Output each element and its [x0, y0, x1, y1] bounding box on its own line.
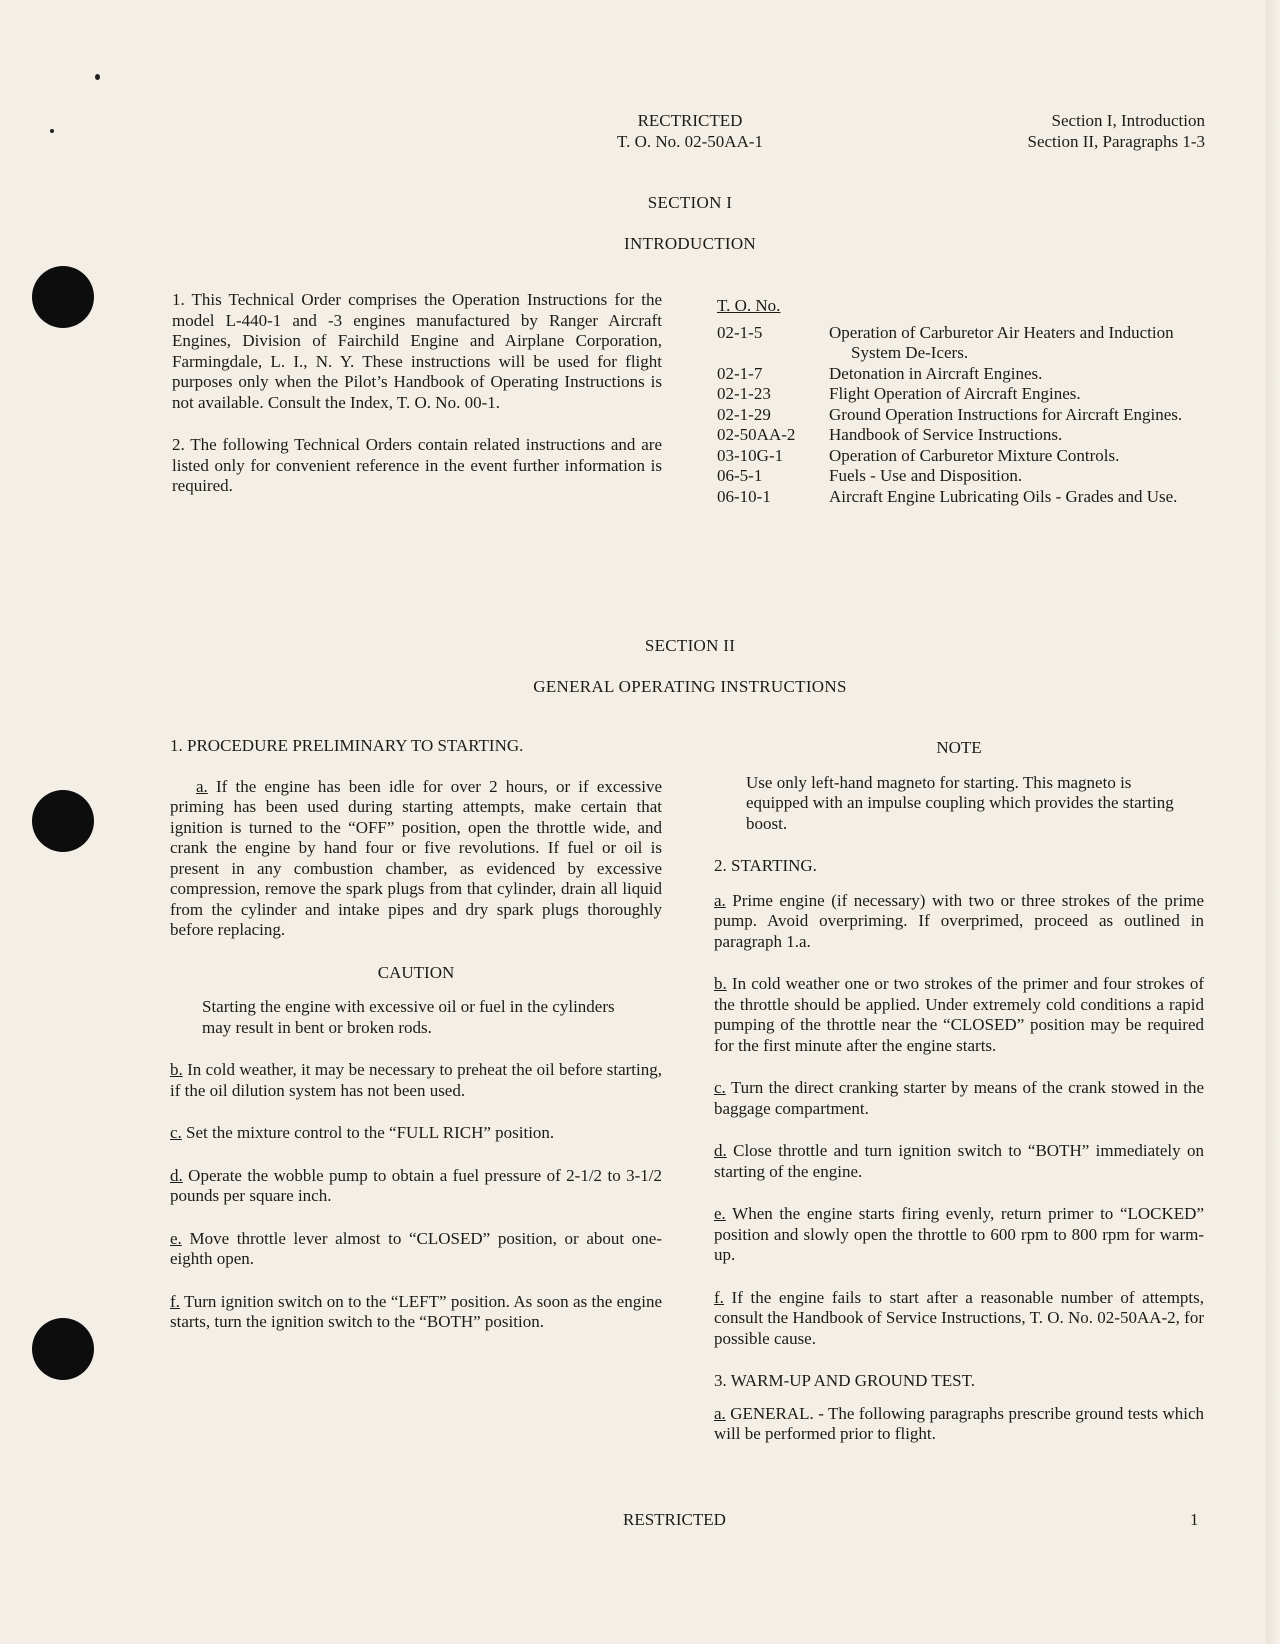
para2d: d. Close throttle and turn ignition switch to “BOTH” immediately on starting of the engine.: [714, 1141, 1204, 1181]
para1-heading: 1. PROCEDURE PRELIMINARY TO STARTING.: [170, 736, 524, 755]
para1f: f. Turn ignition switch on to the “LEFT” position. As soon as the engine starts, turn the ignition switch to the “BOTH” position.: [170, 1291, 662, 1331]
section1-title: SECTION I: [647, 193, 733, 212]
para2e: e. When the engine starts firing evenly, return primer to “LOCKED” position and slowly open the throttle to 600 rpm to 800 rpm for warm-up.: [714, 1204, 1204, 1264]
to-row: 02-1-23 Flight Operation of Aircraft Engines.: [717, 384, 1081, 403]
para2c: c. Turn the direct cranking starter by means of the crank stowed in the baggage compartment.: [714, 1078, 1204, 1118]
section1-subtitle: INTRODUCTION: [623, 234, 757, 253]
section-ref-2: Section II, Paragraphs 1-3: [1027, 132, 1205, 151]
section2-subtitle: GENERAL OPERATING INSTRUCTIONS: [533, 677, 847, 696]
to-row: 03-10G-1 Operation of Carburetor Mixture Controls.: [717, 445, 1120, 465]
para2-heading: 2. STARTING.: [714, 856, 817, 875]
para1a: a. If the engine has been idle for over 2 hours, or if excessive priming has been used during starting attempts, make certain that ignition is turned to the “OFF” position, open the throttle wide, and crank the engine by hand four or five revolutions. If fuel or oil is present in any combustion chamber, as evidenced by excessive compression, remove the spark plugs from that cylinder, drain all liquid from the cylinder and intake pipes and dry spark plugs thoroughly before replacing.: [170, 776, 662, 939]
to-table-header: T. O. No.: [717, 296, 781, 315]
footer-classification: RESTRICTED: [623, 1510, 726, 1529]
note-text: Use only left-hand magneto for starting. This magneto is equipped with an impulse coupling which provides the starting boost.: [746, 772, 1174, 833]
ink-speck: [50, 129, 54, 133]
punch-hole-bottom: [32, 1318, 94, 1380]
header-left: [585, 110, 795, 152]
punch-hole-top: [32, 266, 94, 328]
to-row: 02-1-29 Ground Operation Instructions for Aircraft Engines.: [717, 404, 1183, 424]
note-title: NOTE: [936, 738, 982, 757]
para3-heading: 3. WARM-UP AND GROUND TEST.: [714, 1371, 976, 1390]
intro-paragraph-2: 2. The following Technical Orders contain related instructions and are listed only for convenient reference in the event further information is required.: [172, 435, 662, 495]
para2f: f. If the engine fails to start after a reasonable number of attempts, consult the Handbook of Service Instructions, T. O. No. 02-50AA-2, for possible cause.: [714, 1287, 1204, 1348]
section2-title: SECTION II: [644, 636, 736, 655]
caution-title: CAUTION: [377, 962, 455, 982]
para3a: a. GENERAL. - The following paragraphs prescribe ground tests which will be performed prior to flight.: [714, 1403, 1204, 1443]
punch-hole-middle: [32, 790, 94, 852]
to-row: 06-10-1 Aircraft Engine Lubricating Oils - Grades and Use.: [717, 486, 1178, 506]
to-row: 02-1-5 Operation of Carburetor Air Heaters and Induction System De-Icers.: [717, 322, 1174, 362]
classification-top: RECTRICTED: [637, 111, 743, 130]
para2b: b. In cold weather one or two strokes of the primer and four strokes of the throttle should be applied. Under extremely cold conditions a rapid pumping of the throttle near the “CLOSED” position may be required for the first minute after the engine starts.: [714, 974, 1204, 1055]
para2a: a. Prime engine (if necessary) with two or three strokes of the prime pump. Avoid overpriming. If overprimed, proceed as outlined in paragraph 1.a.: [714, 890, 1204, 951]
para1c: c. Set the mixture control to the “FULL RICH” position.: [170, 1123, 555, 1142]
to-row: 02-50AA-2 Handbook of Service Instructions.: [717, 425, 1063, 444]
to-row: 02-1-7 Detonation in Aircraft Engines.: [717, 363, 1043, 383]
para1b: b. In cold weather, it may be necessary to preheat the oil before starting, if the oil dilution system has not been used.: [170, 1060, 662, 1100]
section2-left-column: [170, 736, 662, 1355]
section1-text: [172, 290, 662, 519]
section2-right-column: [714, 738, 1204, 1467]
to-reference-table: [717, 296, 1207, 507]
para1d: d. Operate the wobble pump to obtain a fuel pressure of 2-1/2 to 3-1/2 pounds per square inch.: [170, 1165, 662, 1205]
caution-text: Starting the engine with excessive oil or fuel in the cylinders may result in bent or broken rods.: [202, 997, 615, 1037]
para1e: e. Move throttle lever almost to “CLOSED” position, or about one-eighth open.: [170, 1228, 662, 1268]
intro-paragraph-1: 1. This Technical Order comprises the Operation Instructions for the model L-440-1 and -3 engines manufactured by Ranger Aircraft Engines, Division of Fairchild Engine and Airplane Corporation, Farmingdale, L. I., N. Y. These instructions will be used for flight purposes only when the Pilot’s Handbook of Operating Instructions is not available. Consult the Index, T. O. No. 00-1.: [172, 290, 662, 412]
section-ref-1: Section I, Introduction: [1051, 111, 1205, 130]
to-row: 06-5-1 Fuels - Use and Disposition.: [717, 466, 1023, 485]
header-right: [1027, 110, 1205, 152]
ink-speck: [95, 74, 100, 80]
to-number: T. O. No. 02-50AA-1: [616, 132, 764, 151]
page-number: 1: [1190, 1510, 1199, 1529]
